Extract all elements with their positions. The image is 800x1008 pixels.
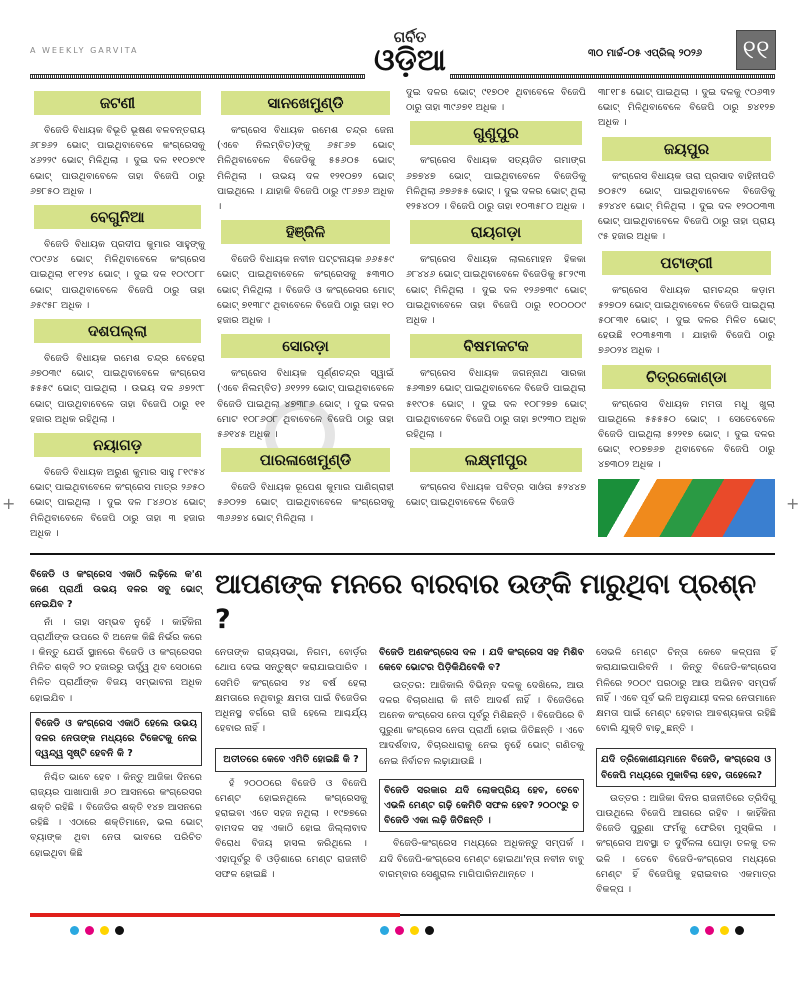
logo-main-text: ଓଡ଼ିଆ (374, 43, 446, 78)
answer-2: ନିଶ୍ଚିତ ଭାବେ ହେବ । କିନ୍ତୁ ଆଜିକା ଦିନରେ ରାଜ୍ୟର ପାଖାପାଖି ୬୦ ଆସନରେ କଂଗ୍ରେସର ଶକ୍ତି ରହିଛି । ବିଜେଡିର ଶକ୍ତି ୧୪୭ ଆସନରେ ରହିଛି । ଏଠାରେ ଶକ୍ତିମାନେ, ଭଲ ଭୋଟ୍ ବ୍ୟାଙ୍କ ଥିବା ନେତା ଭାବରେ ପରିଚିତ ହୋଇଥିବା କିଛି (30, 771, 202, 859)
constituency-text: କଂଗ୍ରେସ ବିଧାୟକ ରମେଶ ଚନ୍ଦ୍ର ଜେନା (ଏବେ ନିଲମ୍ବିତ)ଙ୍କୁ ୬୫୮୬୭ ଭୋଟ୍ ମିଳିଥିବାବେଳେ ବିଜେଡିକୁ ୫୫୬୦୫ ଭୋଟ୍ ମିଳିଥିଲା । ଉଭୟ ଦଳ ୧୨୧୦୭୨ ଭୋଟ୍ ପାଇଥିଲେ । ଯାହାକି ବିଜେପି ଠାରୁ ୯୮୬୭୬ ଅଧିକ । (217, 125, 394, 213)
constituency-text: ଦୁଇ ଦଳର ଭୋଟ୍ ୯୧୭୦୧ ଥିବାବେଳେ ବିଜେପି ଠାରୁ ତାହା ୩୯୬୭୧ ଅଧିକ । (406, 87, 586, 114)
feature-column-1 (30, 567, 202, 863)
constituency-text: କଂଗ୍ରେସ ବିଧାୟକ ଲାଲମୋହନ ହିକକା ୬୮୪୪୬ ଭୋଟ୍ ପାଇଥିବାବେଳେ ବିଜେଡିକୁ ୫୮୨୯୩ ଭୋଟ୍ ମିଳିଥିଲା । ଦୁଇ ଦଳ ୧୨୬୭୩୯ ଭୋଟ୍ ପାଇଥିବାବେଳେ ତାହା ବିଜେପି ଠାରୁ ୧୦୦୦୦୯ ଅଧିକ । (406, 254, 586, 327)
answer-3: ହଁ ୨୦୦୦ରେ ବିଜେଡି ଓ ବିଜେପି ମେଣ୍ଟ ହୋଇନଥିଲେ କଂଗ୍ରେସକୁ ହରାଇବା ଏତେ ସହଜ ନଥିଲା । ୧୯୭୭ରେ ବାମଦଳ ସହ ଏକାଠି ହୋଇ ଜିଲ୍ଲାବାଦ ବିରୋଧ ବିଜୟ ହାସଲ କରିଥିଲେ । ଏହାପୂର୍ବରୁ ବି ଓଡ଼ିଶାରେ ମେଣ୍ଟ ରାଜନୀତି ସଫଳ ହୋଇଛି । (215, 777, 367, 880)
color-registration-dot (115, 926, 124, 935)
feature-column-2 (215, 645, 367, 884)
constituency-heading: ଲକ୍ଷ୍ମୀପୁର (410, 448, 582, 472)
masthead (30, 0, 775, 85)
constituency-heading: ପଟାଙ୍ଗୀ (602, 251, 771, 275)
color-registration-dot (705, 926, 714, 935)
constituency-grid (30, 85, 775, 543)
constituency-text: କଂଗ୍ରେସ ବିଧାୟକ ସତ୍ୟଜିତ ଗମାଙ୍ଗ ୬୭୭୪୭ ଭୋଟ୍ ପାଇଥିବାବେଳେ ବିଜେଡିକୁ ମିଳିଥିଲା ୬୭୬୫୫ ଭୋଟ୍ । ଦୁଇ ଦଳର ଭୋଟ୍ ଥିଲା ୧୨୫୪୦୨ । ବିଜେପି ଠାରୁ ତାହା ୧୦୩୫୮୦ ଅଧିକ । (406, 155, 586, 213)
constituency-heading: ଜୟପୁର (602, 137, 771, 161)
question-1: ବିଜେଡି ଓ କଂଗ୍ରେସ ଏକାଠି ଲଢ଼ିଲେ କ'ଣ ଜଣେ ପ୍ରାର୍ଥୀ ଉଭୟ ଦଳର ସବୁ ଭୋଟ୍ ନେଇଯିବ ? (30, 569, 202, 611)
column-4 (598, 85, 775, 473)
logo-top-text: ଗର୍ବିତ (393, 28, 427, 46)
answer-5: ବିଜେଡି-କଂଗ୍ରେସ ମଧ୍ୟରେ ଅଧିକନ୍ତୁ ସମ୍ପର୍କ । ଯଦି ବିଜେପି-କଂଗ୍ରେସ ମେଣ୍ଟ ହୋଇଥା'ନ୍ତା ନବୀନ ବାବୁ ବାରମ୍ବାର ସେଣ୍ଟ୍ରାଲ ମାଗିପାରିନଥାନ୍ତେ । (379, 838, 584, 880)
color-registration-dot (735, 926, 744, 935)
feature-section (30, 567, 775, 899)
constituency-heading: ଜଟଣୀ (34, 91, 201, 115)
color-registration-dot (395, 926, 404, 935)
answer-2-continued: ନେତାଙ୍କ ରାଜ୍ୟସଭା, ନିଗମ, ବୋର୍ଡ଼ର ଥୋପ ଦେଇ ସନ୍ତୁଷ୍ଟ କରାଯାଇପାରିବ । ସେମିତି କଂଗ୍ରେସ ୨୪ ବର୍ଷ ହେଲା କ୍ଷମତାରେ ନଥିବାରୁ କ୍ଷମତା ପାଇଁ ବିଜେଡିର ଅଧିନସ୍ଥ ବର୍ଗରେ ରାଜି ହେଲେ ଆଶ୍ଚର୍ଯ୍ୟ ହେବାର ନାହିଁ । (215, 647, 367, 735)
answer-6: ଉତ୍ତର : ଆଜିକା ଦିନର ରାଜନୀତିରେ ତ୍ରିଦିଗୁ ପାଉଥିଲେ ବିଜେପି ଆଗରେ ରହିବ । କାହିଁକିନା ବିଜେଡି ପୁରୁଣା ଫର୍ମକୁ ଫେରିବା ମୁସ୍କିଲ । କଂଗ୍ରେସ ଅବସ୍ଥା ତ ଦୁର୍ବିଳଳା ଘୋଡ଼ା ତଳକୁ ତଳ ଭଳି । ତେବେ ବିଜେଡି-କଂଗ୍ରେସ ମଧ୍ୟରେ ମେଣ୍ଟ ହିଁ ବିଜେପିକୁ ହରାଇବାର ଏକମାତ୍ର ବିକଳ୍ପ । (596, 792, 776, 896)
constituency-heading: ସାନଖେମୁଣ୍ଡି (221, 91, 390, 115)
feature-column-4 (596, 645, 776, 899)
feature-right (215, 567, 776, 899)
question-4: ବିଜେଡି ଅଣକଂଗ୍ରେସ ଦଳ । ଯଦି କଂଗ୍ରେସ ସହ ମିଶିବ କେବେ ଭୋଟର ପିଡ଼ିକିଯିବେକି ବ? (379, 647, 584, 674)
color-registration-dot (100, 926, 109, 935)
question-2: ବିଜେଡି ଓ କଂଗ୍ରେସ ଏକାଠି ହେଲେ ଉଭୟ ଦଳର ନେତାଙ୍କ ମଧ୍ୟରେ ଟିକେଟକୁ ନେଇ ଦ୍ୱନ୍ଦ୍ୱ ସୃଷ୍ଟି ହେବନି କି ? (30, 712, 202, 766)
constituency-text: କଂଗ୍ରେସ ବିଧାୟକ ତାରା ପ୍ରସାଦ ବାହିନୀପତି ୭୦୫୯୨ ଭୋଟ୍ ପାଇଥିବାବେଳେ ବିଜେଡିକୁ ୫୨୪୪୧ ଭୋଟ୍ ମିଳିଥିଲା । ଦୁଇ ଦଳ ୧୨୦୦୩୩ ଭୋଟ୍ ପାଇଥିବାବେଳେ ବିଜେପି ଠାରୁ ତାହା ପ୍ରାୟ ୯୫ ହଜାର ଅଧିକ । (598, 170, 775, 243)
question-6: ଯଦି ତ୍ରିକୋଣୀୟମାନେ ବିଜେଡି, କଂଗ୍ରେସ ଓ ବିଜେପି ମଧ୍ୟରେ ମୁକାବିଲା ହେବ, ତାହେଲେ? (596, 748, 776, 786)
question-3: ଅତୀତରେ କେବେ ଏମିତି ହୋଇଛି କି ? (215, 748, 367, 771)
answer-1: ନାଁ । ତାହା ସମ୍ଭବ ନୁହେଁ । କାହିଁକିନା ପ୍ରାର୍ଥୀଙ୍କ ଉପରେ ବି ଅନେକ କିଛି ନିର୍ଭର କରେ । କିନ୍ତୁ ଯେଉଁ ସ୍ଥାନରେ ବିଜେଡି ଓ କଂଗ୍ରେସର ମିଳିତ ଶକ୍ତି ୨୦ ହଜାରରୁ ଊର୍ଦ୍ଧ୍ୱ ଥିବ ସେଠାରେ ମିଳିତ ପ୍ରାର୍ଥୀଙ୍କ ବିଜୟ ସମ୍ଭାବନା ଅଧିକ ହୋଇଯିବ । (30, 616, 202, 704)
print-marks (30, 913, 775, 945)
constituency-heading: ସୋରଡ଼ା (221, 334, 390, 358)
constituency-text: କଂଗ୍ରେସ ବିଧାୟକ ରାମଚନ୍ଦ୍ର କଡ଼ାମ ୫୨୭୦୨ ଭୋଟ୍ ପାଇଥିବାବେଳେ ବିଜେଡି ପାଇଥିଲା ୫୦୮୩୧ ଭୋଟ୍ । ଦୁଇ ଦଳର ମିଳିତ ଭୋଟ୍ ହେଉଛି ୧୦୩୫୩୩ । ଯାହାକି ବିଜେପି ଠାରୁ ୭୬୦୨୪ ଅଧିକ । (598, 284, 775, 357)
bottom-black-line (400, 914, 775, 916)
constituency-text: ବିଜେଡି ବିଧାୟକ ଅରୁଣ କୁମାର ସାହୁ ୮୧୯୫୪ ଭୋଟ୍ ପାଇଥିବାବେଳେ କଂଗ୍ରେସ ମାତ୍ର ୨୬୫୦ ଭୋଟ୍ ପାଇଥିଲା । ଦୁଇ ଦଳ ୮୪୬୦୪ ଭୋଟ୍ ମିଳିଥିବାବେଳେ ବିଜେପି ଠାରୁ ତାହା ୩ ହଜାର ଅଧିକ । (30, 467, 205, 539)
feature-headline: ଆପଣଙ୍କ ମନରେ ବାରବାର ଉଙ୍କି ମାରୁଥିବା ପ୍ରଶ୍ନ ? (215, 569, 756, 636)
color-registration-dot (425, 926, 434, 935)
constituency-text: କଂଗ୍ରେସ ବିଧାୟକ ପବିତ୍ର ସାଓଁତା ୫୨୪୪୭ ଭୋଟ୍ ପାଇଥିବାବେଳେ ବିଜେଡି (406, 482, 586, 509)
constituency-text: ୩୮୧୮୫ ଭୋଟ୍ ପାଇଥିଲା । ଦୁଇ ଦଳକୁ ୯୦୬୩୨ ଭୋଟ୍ ମିଳିଥିବାବେଳେ ବିଜେପି ଠାରୁ ୭୪୧୨୭ ଅଧିକ । (598, 87, 775, 129)
issue-date: ୩୦ ମାର୍ଚ୍ଚ-୦୫ ଏପ୍ରିଲ୍ ୨୦୨୬ (588, 48, 703, 59)
constituency-text: ବିଜେଡି ବିଧାୟକ ପ୍ରଦୀପ କୁମାର ସାହୁଙ୍କୁ ୯୦୯୬୪ ଭୋଟ୍ ମିଳିଥିବାବେଳେ କଂଗ୍ରେସ ପାଇଥିଲା ୧୮୧୨୪ ଭୋଟ୍ । ଦୁଇ ଦଳ ୧୦୯୦୮୮ ଭୋଟ୍ ପାଉଥିବାବେଳେ ବିଜେପି ଠାରୁ ତାହା ୬୫୯୫୮ ଅଧିକ । (30, 239, 205, 311)
constituency-text: ବିଜେଡି ବିଧାୟକ ରୂପେଶ କୁମାର ପାଣିଗ୍ରାହୀ ୫୬୦୨୭ ଭୋଟ୍ ପାଇଥିବାବେଳେ କଂଗ୍ରେସକୁ ୩୬୬୭୪ ଭୋଟ୍ ମିଳିଥିଲା । (217, 482, 394, 524)
constituency-heading: ପାରଳାଖେମୁଣ୍ଡି (221, 448, 390, 472)
column-1 (30, 85, 205, 543)
registration-mark-icon: + (786, 494, 800, 513)
constituency-text: କଂଗ୍ରେସ ବିଧାୟକ ମମତା ମଧୁ ଖୁଲା ପାଇଥିଲେ ୫୫୫୫୦ ଭୋଟ୍ । ସେତେବେଳେ ବିଜେଡି ପାଇଥିଲା ୫୨୨୧୭ ଭୋଟ୍ । ଦୁଇ ଦଳର ଭୋଟ୍ ୧୦୭୭୬୭ ଥିବାବେଳେ ବିଜେପି ଠାରୁ ୪୭୩୦୨ ଅଧିକ । (598, 398, 775, 471)
constituency-heading: ଗୁଣୁପୁର (410, 121, 582, 145)
constituency-text: ବିଜେଡି ବିଧାୟକ ନବୀନ ପଟ୍ଟନାୟକ ୬୬୫୫୯ ଭୋଟ୍ ପାଇଥିବାବେଳେ କଂଗ୍ରେସକୁ ୫୩୩୦ ଭୋଟ୍ ମିଳିଥିଲା । ବିଜେଡି ଓ କଂଗ୍ରେସର ମୋଟ୍ ଭୋଟ୍ ୭୧୩୮୯ ଥିବାବେଳେ ବିଜେପି ଠାରୁ ତାହା ୧୦ ହଜାର ଅଧିକ । (217, 254, 394, 327)
constituency-heading: ଦଶପଲ୍ଲା (34, 319, 201, 343)
watermark-tagline: A WEEKLY GARVITA (30, 46, 139, 55)
answer-4: ଉତ୍ତର: ଆଜିକାଲି ବିଭିନ୍ନ ଦଳକୁ ଦେଖିଲେ, ଆଉ ଦଳର ବିଚାରଧାରା କି ନୀତି ଆଦର୍ଶ ନାହିଁ । ବିଜେଡିରେ ଅନେକ କଂଗ୍ରେସ ନେତା ପୂର୍ବରୁ ମିଶିଛନ୍ତି । ବିଜେପିରେ ବି ପୁରୁଣା କଂଗ୍ରେସ ନେତା ପ୍ରାର୍ଥୀ ହୋଇ ଜିତିଛନ୍ତି । ଏବେ ଆଦର୍ଶବାଦ, ବିଚାରଧାରାକୁ ନେଇ ନୁହେଁ ଭୋଟ୍ ଗଣିତକୁ ନେଇ ନିର୍ବାଚନ ଲଢ଼ାଯାଉଛି । (379, 679, 584, 767)
constituency-heading: ଚିତ୍ରକୋଣ୍ଡା (602, 365, 771, 389)
party-flags-photo (598, 479, 775, 537)
constituency-heading: ରାୟଗଡ଼ା (410, 220, 582, 244)
constituency-heading: ବିଷମକଟକ (410, 334, 582, 358)
column-3 (406, 85, 586, 513)
registration-mark-icon: + (2, 494, 16, 513)
constituency-heading: ବେଗୁନିଆ (34, 205, 201, 229)
masthead-rule-right (450, 74, 775, 79)
constituency-heading: ହିଞ୍ଜିଳି (221, 220, 390, 244)
column-2 (217, 85, 394, 528)
constituency-text: ବିଜେଡି ବିଧାୟକ ବିଭୂତି ଭୂଷଣ ବଳବନ୍ତରାୟ ୬୮୭୬୨ ଭୋଟ୍ ପାଇଥିବାବେଳେ କଂଗ୍ରେସକୁ ୪୬୨୨୯ ଭୋଟ୍ ମିଳିଥିଲା । ଦୁଇ ଦଳ ୧୧୦୭୯୧ ଭୋଟ୍ ପାଉଥିବାବେଳେ ତାହା ବିଜେପି ଠାରୁ ୬୭୮୫୦ ଅଧିକ । (30, 125, 205, 197)
constituency-text: ବିଜେଡି ବିଧାୟକ ରମେଶ ଚନ୍ଦ୍ର ବେହେରା ୬୭୦୩୯ ଭୋଟ୍ ପାଇଥିବାବେଳେ କଂଗ୍ରେସ ୫୫୫୯ ଭୋଟ୍ ପାଇଥିଲା । ଉଭୟ ଦଳ ୬୭୨୯୮ ଭୋଟ୍ ପାଉଥିବାବେଳେ ତାହା ବିଜେପି ଠାରୁ ୧୧ ହଜାର ଅଧିକ ରହିଥିଲା । (30, 353, 205, 425)
constituency-text: କଂଗ୍ରେସ ବିଧାୟକ ପୂର୍ଣ୍ଣଚନ୍ଦ୍ର ସ୍ୱାଇଁ (ଏବେ ନିଲମ୍ବିତ) ୬୧୨୨୨ ଭୋଟ୍ ପାଇଥିବାବେଳେ ବିଜେଡି ପାଇଥିଲା ୪୭୩୮୬ ଭୋଟ୍ । ଦୁଇ ଦଳର ମୋଟ ୧୦୮୬୦୮ ଥିବାବେଳେ ବିଜେପି ଠାରୁ ତାହା ୫୬୧୪୫ ଅଧିକ । (217, 368, 394, 441)
color-registration-dot (70, 926, 79, 935)
color-registration-dot (380, 926, 389, 935)
color-registration-dot (690, 926, 699, 935)
masthead-logo (372, 28, 448, 76)
question-5: ବିଜେଡି ସରକାର ଯଦି ଲୋକପ୍ରିୟ ହେବ, ତେବେ ଏଭଳି ମେଣ୍ଟ ଗଢ଼ି କେମିତି ସଫଳ ହେବ? ୨୦୦୯ରୁ ତ ବିଜେଡି ଏକା ଲଢ଼ି ଜିତିଛନ୍ତି । (379, 779, 584, 833)
color-registration-dot (410, 926, 419, 935)
color-registration-dot (85, 926, 94, 935)
answer-5-continued: ସେଭଳି ମେଣ୍ଟ ଚିନ୍ତା କେବେ କଳ୍ପନା ହିଁ କରାଯାଇପାରିବନି । କିନ୍ତୁ ବିଜେଡି-କଂଗ୍ରେସ ମିଳିରେ ୨୦୦୯ ପରଠାରୁ ଆଉ ଅଭିନବ ସମ୍ପର୍କ ନାହିଁ । ଏବେ ପୂର୍ବ ଭଳି ଅନୁଯାୟୀ ଦଳର ନେତାମାନେ କ୍ଷମତା ପାଇଁ ମେଣ୍ଟ ହେବାର ଆବଶ୍ୟକତା ରହିଛି ବୋଲି ଯୁକ୍ତି ବାଢ଼ୁଛନ୍ତି । (596, 647, 777, 735)
masthead-rule-left (30, 74, 365, 79)
bottom-red-bar (30, 913, 400, 917)
page-number: ୧୧ (736, 30, 776, 70)
constituency-heading: ନୟାଗଡ଼ (34, 433, 201, 457)
color-registration-dot (720, 926, 729, 935)
section-divider (30, 553, 775, 555)
constituency-text: କଂଗ୍ରେସ ବିଧାୟକ ଜଗନ୍ନାଥ ସାରକା ୫୬୩୭୨ ଭୋଟ୍ ପାଇଥିବାବେଳେ ବିଜେଡି ପାଇଥିଲା ୫୧୯୦୫ ଭୋଟ୍ । ଦୁଇ ଦଳ ୧୦୮୨୭୭ ଭୋଟ୍ ପାଇଥିବାବେଳେ ବିଜେପି ଠାରୁ ତାହା ୭୯୨୩୦ ଅଧିକ ରହିଥିଲା । (406, 368, 586, 441)
column-4-wrapper (598, 85, 775, 537)
feature-column-3 (379, 645, 584, 884)
